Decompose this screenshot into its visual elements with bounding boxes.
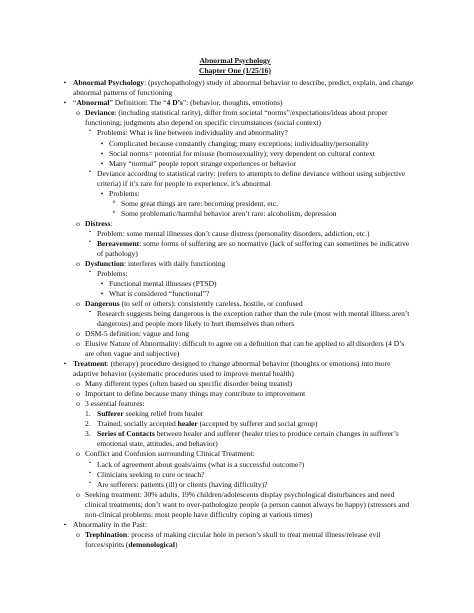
item-deviance-problems [89,128,414,168]
text: (to self or others): consistently careless, hostile, or confused [119,299,303,308]
term: Treatment [73,359,107,369]
circle-marker: o [76,399,80,409]
text: Problem: some mental illnesses don’t cause distress (personality disorders, addiction, etc.) [97,228,370,238]
text: ) [174,539,178,549]
bullet-marker: • [63,359,67,369]
item-conflict-confusion [76,449,414,489]
bullet-marker: • [63,519,67,529]
term: Abnormal [76,98,110,108]
text: ”: (behavior, thoughts, emotions) [182,98,283,108]
definition: : (therapy) procedure designed to change abnormal behavior (thoughts or emotions) into more adaptive behavior (systematic procedures used to improve mental health) [73,359,391,379]
definition: : (psychopathology) study of abnormal behavior to describe, predict, explain, and change abnormal patterns of functioning [73,78,414,98]
list-item [76,379,414,389]
text: : process of making circular hole in person’s skull to treat mental illness/release evil forces/spirits ( [85,529,381,549]
text: Trained, socially accepted [97,419,178,429]
chapter-heading: Chapter One (1/25/16) [199,65,271,75]
list-item [100,288,414,299]
square-marker: ▪ [89,310,91,316]
outline-level-5 [109,199,414,219]
outline-level-3 [85,460,414,490]
outline-level-4 [97,189,414,219]
term: 4 D’s [166,98,183,108]
circle-marker: o [76,489,80,499]
item-treatment [63,359,414,520]
text: Deviance according to statistical rarity: (refers to attempts to define deviance without using subjective criteria) if it’s rare for people to experience, it’s abnormal [97,168,406,188]
number-marker: 1. [85,409,91,419]
text: Conflict and Confusion surrounding Clinical Treatment: [85,449,255,459]
term: Dysfunction [85,258,124,268]
outline-level-4 [97,279,414,299]
text: Social norms= potential for misuse (homosexuality); very dependent on cultural context [109,148,375,158]
list-item [89,268,414,299]
text: Some problematic/harmful behavior aren’t rare: alcoholism, depression [121,208,337,218]
bullet-marker: • [100,138,104,148]
item-essential-features [76,399,414,449]
item-abnormal-definition [63,98,414,359]
text: DSM-5 definition: vague and long [85,329,189,339]
square-marker: ▪ [89,229,91,235]
term: Series of Contacts [97,429,155,439]
list-item [89,459,414,470]
term: Distress [85,218,111,228]
text: Problems: What is line between individuality and abnormality? [97,128,288,138]
list-item [89,469,414,480]
list-item [89,228,414,239]
bullet-marker: • [100,278,104,288]
item-distress [76,218,414,259]
term: healer [177,419,198,429]
number-marker: 2. [85,419,91,429]
numbered-item [85,429,414,449]
text: Problems: [97,268,128,278]
list-item [100,138,414,149]
circle-marker: o [112,209,116,216]
item-seeking-treatment [76,489,414,520]
item-elusive-nature [76,339,414,359]
circle-marker: o [76,379,80,389]
list-item [76,389,414,399]
quote-open: “ [73,98,77,108]
text: Many different types (often based on specific disorder being treated) [85,379,293,389]
item-abnormal-psychology [63,78,414,98]
circle-marker: o [76,449,80,459]
square-marker: ▪ [89,129,91,135]
text: Lack of agreement about goals/aims (what is a successful outcome?) [97,459,305,469]
square-marker: ▪ [89,239,91,245]
text: Important to define because many things may contribute to improvement [85,389,306,399]
list-item [100,188,414,219]
text: Research suggests being dangerous is the exception rather than the rule (most with mental illness aren’t dangerous) and people more likely to hurt themselves than others [97,309,410,329]
square-marker: ▪ [89,470,91,476]
term: Sufferer [97,409,124,419]
text: Seeking treatment: 30% adults, 19% children/adolescents display psychological disturbances and need clinical treatments; don’t want to over-pathologize people (a person cannot always be happy) (stressors and non-clinical problems: most people have difficulty coping at various times) [85,489,410,519]
bullet-marker: • [100,148,104,158]
numbered-item [85,419,414,429]
circle-marker: o [76,529,80,539]
outline-level-3 [85,128,414,218]
list-item [100,148,414,159]
text: ” Definition: The “ [109,98,167,108]
list-item [89,479,414,490]
bullet-marker: • [63,98,67,108]
list-item [112,198,414,209]
outline-level-3 [85,309,414,329]
circle-marker: o [76,299,80,308]
term: Deviance [85,108,115,118]
bullet-marker: • [63,78,67,88]
term: Bereavement [97,238,140,248]
square-marker: ▪ [89,269,91,275]
circle-marker: o [76,389,80,399]
term: Trephination [85,529,128,539]
circle-marker: o [76,108,80,118]
outline-level-1 [56,78,414,549]
numbered-list [85,409,414,449]
outline-level-3 [85,269,414,299]
item-dangerous [76,299,414,329]
item-deviance [76,108,414,218]
item-dysfunction [76,258,414,299]
circle-marker: o [76,258,80,268]
circle-marker: o [112,199,116,206]
text: between healer and sufferer (healer tries to produce certain changes in sufferer’s emotional state, attitudes, and behavior) [97,429,399,449]
term: Abnormal Psychology [73,78,145,88]
outline-level-2 [73,379,414,519]
definition: : (including statistical rarity), differ from societal “norms”/expectations/ideas about proper functioning; judgments also depend on specific circumstances (social context) [85,108,388,128]
item-trephination [76,529,414,550]
list-item [89,309,414,329]
outline-level-4 [97,139,414,169]
text: Are sufferers: patients (ill) or clients (having difficulty)? [97,479,268,489]
text: Many “normal” people report strange experiences or behavior [109,158,297,168]
text: : interferes with daily functioning [124,258,226,268]
text: Functional mental illnesses (PTSD) [109,278,217,288]
list-item [112,208,414,219]
outline-level-2 [73,108,414,359]
list-item [89,238,414,259]
list-item [100,278,414,289]
text: Clinicians seeking to cure or teach? [97,469,205,479]
text: Problems: [109,188,140,198]
list-item [100,158,414,169]
circle-marker: o [76,218,80,228]
bullet-marker: • [100,158,104,168]
text: Abnormality in the Past: [73,519,147,529]
term: Dangerous [85,299,120,308]
text: Complicated because constantly changing; many exceptions; individuality/personality [109,138,369,148]
square-marker: ▪ [89,480,91,486]
text: : some forms of suffering are so normative (lack of suffering can sometimes be indicative of pathology) [97,238,410,258]
bullet-marker: • [100,288,104,298]
text: Elusive Nature of Abnormality: difficult to agree on a definition that can be applied to all disorders (4 D’s are often vague and subjective) [85,339,405,359]
text: Some great things are rare: becoming president, etc. [121,198,278,208]
outline-level-2 [73,530,414,550]
text: : [110,218,113,228]
item-dsm5 [76,329,414,339]
text: (accepted by sufferer and social group) [197,419,318,429]
bullet-marker: • [100,188,104,198]
outline-level-3 [85,229,414,259]
square-marker: ▪ [89,460,91,466]
item-statistical-rarity [89,168,414,219]
document-title: Abnormal Psychology [199,56,271,65]
numbered-item [85,409,414,419]
circle-marker: o [76,339,80,349]
text: What is considered “functional”? [109,288,210,298]
item-abnormality-past [63,519,414,550]
circle-marker: o [76,329,80,339]
square-marker: ▪ [89,169,91,175]
number-marker: 3. [85,429,91,439]
term: demonological [128,539,175,549]
text: 3 essential features: [85,399,145,409]
text: seeking relief from healer [123,409,204,419]
